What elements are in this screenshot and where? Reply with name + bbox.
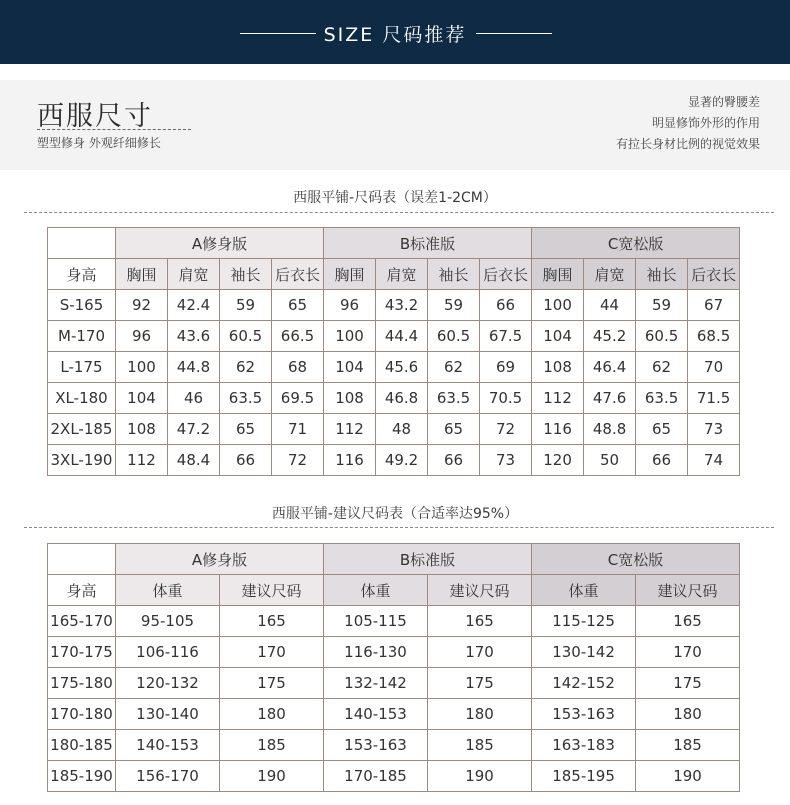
table-cell: 43.2: [376, 290, 428, 321]
table-cell: 62: [636, 352, 688, 383]
table-cell: 112: [324, 414, 376, 445]
table-cell: 67.5: [480, 321, 532, 352]
table-cell: 48.8: [584, 414, 636, 445]
intro-note: 明显修饰外形的作用: [651, 116, 760, 130]
table-cell: 185: [428, 730, 532, 761]
column-header: 肩宽: [584, 259, 636, 290]
table-cell: 185-195: [532, 761, 636, 792]
table-row: [48, 445, 740, 476]
table1-divider: [24, 212, 774, 213]
table-cell: 48.4: [168, 445, 220, 476]
column-header: 后衣长: [272, 259, 324, 290]
table-cell: 65: [220, 414, 272, 445]
table-cell: 100: [532, 290, 584, 321]
table-cell: 175: [220, 668, 324, 699]
table-cell: 60.5: [220, 321, 272, 352]
table-row: [48, 414, 740, 445]
table-cell: 140-153: [324, 699, 428, 730]
table-cell: 44.4: [376, 321, 428, 352]
banner-title: SIZE 尺码推荐: [323, 24, 467, 46]
column-header: 袖长: [636, 259, 688, 290]
table-cell: 120: [532, 445, 584, 476]
table-row: [48, 290, 740, 321]
table-cell: 132-142: [324, 668, 428, 699]
table-cell: 142-152: [532, 668, 636, 699]
table-cell: 112: [116, 445, 168, 476]
size-recommendation-table: [47, 543, 740, 792]
table-cell: 72: [480, 414, 532, 445]
table-cell: 170-185: [324, 761, 428, 792]
intro-notes: [616, 92, 760, 155]
table-cell: 66: [480, 290, 532, 321]
column-header: 袖长: [428, 259, 480, 290]
table-cell: 63.5: [428, 383, 480, 414]
table-cell: 130-140: [116, 699, 220, 730]
table-cell: 66.5: [272, 321, 324, 352]
table-cell: 170: [636, 637, 740, 668]
column-header: 建议尺码: [428, 575, 532, 606]
size-measurement-table: [47, 227, 740, 476]
header-banner: [0, 0, 790, 64]
table-row: [48, 383, 740, 414]
banner-line-right: [476, 33, 552, 34]
table-cell: 66: [428, 445, 480, 476]
table-cell: 44: [584, 290, 636, 321]
column-header: 建议尺码: [220, 575, 324, 606]
group-header: B标准版: [324, 228, 532, 259]
table-cell: 108: [532, 352, 584, 383]
table-cell: 66: [636, 445, 688, 476]
column-header: 肩宽: [168, 259, 220, 290]
column-header: 建议尺码: [636, 575, 740, 606]
table-cell: 185: [636, 730, 740, 761]
table-cell: 108: [324, 383, 376, 414]
table-cell: 67: [688, 290, 740, 321]
table-cell: 116-130: [324, 637, 428, 668]
table-cell: 59: [636, 290, 688, 321]
row-label-cell: 180-185: [48, 730, 116, 761]
table-cell: 180: [428, 699, 532, 730]
table-cell: 45.6: [376, 352, 428, 383]
table-cell: 42.4: [168, 290, 220, 321]
table-cell: 95-105: [116, 606, 220, 637]
group-header: B标准版: [324, 544, 532, 575]
table1-title: 西服平铺-尺码表（误差1-2CM）: [293, 190, 497, 206]
table-cell: 153-163: [532, 699, 636, 730]
table-cell: 73: [480, 445, 532, 476]
table-cell: 153-163: [324, 730, 428, 761]
table-cell: 48: [376, 414, 428, 445]
table-cell: 104: [116, 383, 168, 414]
row-label-cell: 2XL-185: [48, 414, 116, 445]
table-cell: 73: [688, 414, 740, 445]
column-header: 胸围: [532, 259, 584, 290]
intro-subtitle: 塑型修身 外观纤细修长: [37, 136, 161, 150]
column-header: 胸围: [324, 259, 376, 290]
table-cell: 59: [428, 290, 480, 321]
table-cell: 92: [116, 290, 168, 321]
table-cell: 180: [636, 699, 740, 730]
table-cell: 72: [272, 445, 324, 476]
column-header-row: [48, 259, 740, 290]
row-label-cell: 185-190: [48, 761, 116, 792]
row-label-cell: 3XL-190: [48, 445, 116, 476]
group-header-row: [48, 544, 740, 575]
table-cell: 65: [428, 414, 480, 445]
table-cell: 69: [480, 352, 532, 383]
column-header: 体重: [324, 575, 428, 606]
table-cell: 108: [116, 414, 168, 445]
table-cell: 115-125: [532, 606, 636, 637]
row-label-cell: 175-180: [48, 668, 116, 699]
corner-cell: [48, 544, 116, 575]
table-cell: 71: [272, 414, 324, 445]
intro-note: 有拉长身材比例的视觉效果: [615, 137, 760, 151]
table-row: [48, 321, 740, 352]
table-cell: 69.5: [272, 383, 324, 414]
table-cell: 68: [272, 352, 324, 383]
table-cell: 105-115: [324, 606, 428, 637]
table-cell: 120-132: [116, 668, 220, 699]
table-cell: 190: [428, 761, 532, 792]
column-header: 后衣长: [688, 259, 740, 290]
column-header: 肩宽: [376, 259, 428, 290]
table-cell: 47.2: [168, 414, 220, 445]
corner-cell: [48, 228, 116, 259]
table-cell: 165: [428, 606, 532, 637]
table-cell: 59: [220, 290, 272, 321]
table-cell: 175: [636, 668, 740, 699]
row-label-cell: 165-170: [48, 606, 116, 637]
table-cell: 96: [116, 321, 168, 352]
table-cell: 46.8: [376, 383, 428, 414]
table-cell: 165: [636, 606, 740, 637]
group-header: C宽松版: [532, 544, 740, 575]
row-label-cell: S-165: [48, 290, 116, 321]
table-cell: 47.6: [584, 383, 636, 414]
table2-divider: [24, 527, 774, 528]
table-row: [48, 606, 740, 637]
table2-title: 西服平铺-建议尺码表（合适率达95%）: [271, 506, 519, 522]
table-cell: 175: [428, 668, 532, 699]
table-cell: 70.5: [480, 383, 532, 414]
table-cell: 60.5: [636, 321, 688, 352]
table-cell: 62: [220, 352, 272, 383]
table-cell: 170: [220, 637, 324, 668]
table-cell: 106-116: [116, 637, 220, 668]
table-cell: 43.6: [168, 321, 220, 352]
table-cell: 100: [324, 321, 376, 352]
table-cell: 156-170: [116, 761, 220, 792]
table-cell: 185: [220, 730, 324, 761]
group-header: A修身版: [116, 544, 324, 575]
column-header: 体重: [532, 575, 636, 606]
table-row: [48, 761, 740, 792]
table-cell: 65: [636, 414, 688, 445]
column-header: 体重: [116, 575, 220, 606]
table-cell: 96: [324, 290, 376, 321]
row-label-cell: XL-180: [48, 383, 116, 414]
table-cell: 46: [168, 383, 220, 414]
intro-panel: [0, 80, 790, 170]
table-cell: 116: [324, 445, 376, 476]
table-cell: 104: [324, 352, 376, 383]
row-label-cell: M-170: [48, 321, 116, 352]
table-cell: 190: [636, 761, 740, 792]
table-cell: 190: [220, 761, 324, 792]
table-cell: 104: [532, 321, 584, 352]
table-cell: 63.5: [220, 383, 272, 414]
table-cell: 70: [688, 352, 740, 383]
column-header: 身高: [48, 259, 116, 290]
row-label-cell: 170-175: [48, 637, 116, 668]
table-row: [48, 730, 740, 761]
table-cell: 180: [220, 699, 324, 730]
table-cell: 165: [220, 606, 324, 637]
table-cell: 62: [428, 352, 480, 383]
column-header-row: [48, 575, 740, 606]
table-cell: 50: [584, 445, 636, 476]
column-header: 后衣长: [480, 259, 532, 290]
group-header: A修身版: [116, 228, 324, 259]
table-cell: 116: [532, 414, 584, 445]
table-cell: 65: [272, 290, 324, 321]
table-cell: 140-153: [116, 730, 220, 761]
table-cell: 100: [116, 352, 168, 383]
group-header: C宽松版: [532, 228, 740, 259]
intro-divider: [37, 129, 191, 130]
table-cell: 45.2: [584, 321, 636, 352]
intro-note: 显著的臀腰差: [687, 95, 760, 109]
row-label-cell: L-175: [48, 352, 116, 383]
column-header: 身高: [48, 575, 116, 606]
table-cell: 46.4: [584, 352, 636, 383]
table-row: [48, 699, 740, 730]
table-cell: 74: [688, 445, 740, 476]
table-cell: 71.5: [688, 383, 740, 414]
table-row: [48, 637, 740, 668]
table-cell: 163-183: [532, 730, 636, 761]
table-cell: 68.5: [688, 321, 740, 352]
table-cell: 66: [220, 445, 272, 476]
row-label-cell: 170-180: [48, 699, 116, 730]
column-header: 袖长: [220, 259, 272, 290]
group-header-row: [48, 228, 740, 259]
table-cell: 49.2: [376, 445, 428, 476]
column-header: 胸围: [116, 259, 168, 290]
table-cell: 130-142: [532, 637, 636, 668]
intro-title: 西服尺寸: [37, 101, 153, 132]
table-row: [48, 668, 740, 699]
table-cell: 44.8: [168, 352, 220, 383]
table-row: [48, 352, 740, 383]
table-cell: 60.5: [428, 321, 480, 352]
table-cell: 170: [428, 637, 532, 668]
table-cell: 63.5: [636, 383, 688, 414]
table-cell: 112: [532, 383, 584, 414]
